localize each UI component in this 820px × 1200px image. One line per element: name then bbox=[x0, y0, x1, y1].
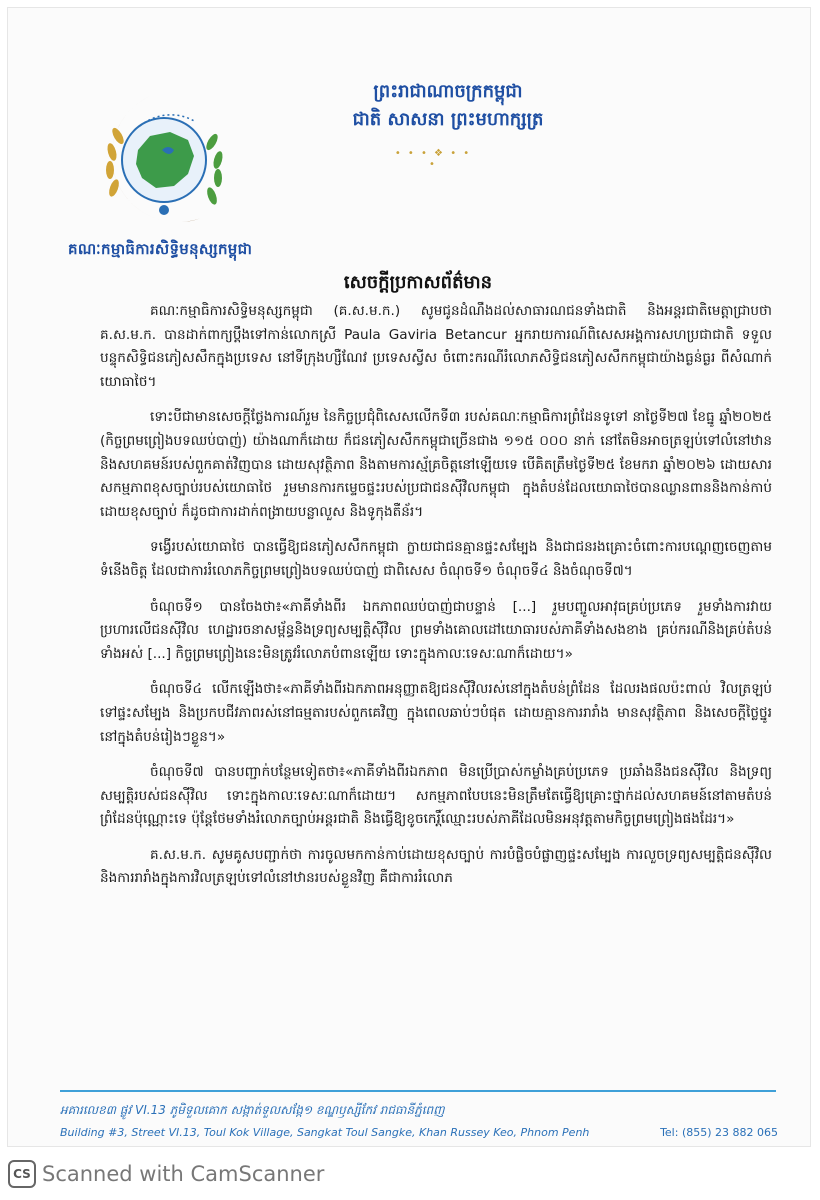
footer-divider bbox=[60, 1090, 776, 1092]
kingdom-motto bbox=[318, 78, 578, 134]
paragraph: ទោះបីជាមានសេចក្តីថ្លែងការណ៍រួម នៃកិច្ចប្រជុំពិសេសលើកទី៣ របស់គណៈកម្មាធិការព្រំដែនទូទៅ នាថ្ងៃទី២៧ ខែធ្នូ ឆ្នាំ២០២៥ (កិច្ចព្រមព្រៀងបទឈប់បាញ់) យ៉ាងណាក៏ដោយ ក៏ជនភៀសសឹកកម្ពុជាច្រើនជាង ១១៥ ០០០ នាក់ នៅតែមិនអាចត្រឡប់ទៅលំនៅឋាន និងសហគមន៍របស់ពួកគាត់វិញបាន ដោយសុវត្ថិភាព និងតាមការស្ម័គ្រចិត្តនៅឡើយទេ បើគិតត្រឹមថ្ងៃទី២៥ ខែមករា ឆ្នាំ២០២៦ ដោយសារសកម្មភាពខុសច្បាប់របស់យោធាថៃ រួមមានការកម្ទេចផ្ទះរបស់ប្រជាជនស៊ីវិលកម្ពុជា ក្នុងតំបន់ដែលយោធាថៃបានឈ្លានពាននិងកាន់កាប់ដោយខុសច្បាប់ ក៏ដូចជាការដាក់ពង្រាយបន្លាលួស និងទូកុងតឺន័រ។ bbox=[100, 409, 772, 520]
footer-address-khmer: អគារលេខ៣ ផ្លូវ VI.13 ភូមិទួលគោក សង្កាត់ទួលសង្កែ១ ខណ្ឌឫស្សីកែវ រាជធានីភ្នំពេញ bbox=[60, 1103, 445, 1117]
document-page bbox=[8, 8, 810, 1146]
footer-phone: Tel: (855) 23 882 065 bbox=[660, 1126, 778, 1139]
ornament-divider: • • • ❖ • • • bbox=[394, 148, 472, 170]
document-title: សេចក្តីប្រកាសព័ត៌មាន bbox=[343, 272, 493, 293]
paragraph: គណៈកម្មាធិការសិទ្ធិមនុស្សកម្ពុជា (គ.ស.ម.ក.) សូមជូនដំណឹងដល់សាធារណជនទាំងជាតិ និងអន្តរជាតិមេត្តាជ្រាបថា គ.ស.ម.ក. បានដាក់ពាក្យប្តឹងទៅកាន់លោកស្រី Paula Gaviria Betancur អ្នករាយការណ៍ពិសេសអង្គការសហប្រជាជាតិ ទទួលបន្ទុកសិទ្ធិជនភៀសសឹកក្នុងប្រទេស នៅទីក្រុងហ្សឺណែវ ប្រទេសស្វីស ចំពោះករណីរំលោភសិទ្ធិជនភៀសសឹកកម្ពុជាយ៉ាងធ្ងន់ធ្ងរ ពីសំណាក់យោធាថៃ។ bbox=[100, 303, 772, 390]
organization-logo bbox=[78, 88, 238, 238]
camscanner-logo-icon: CS bbox=[8, 1160, 36, 1188]
paragraph: គ.ស.ម.ក. សូមគូសបញ្ជាក់ថា ការចូលមកកាន់កាប់ដោយខុសច្បាប់ ការបំផ្លិចបំផ្លាញផ្ទះសម្បែង ការលួចទ្រព្យសម្បត្តិជនស៊ីវិល និងការរារាំងក្នុងការវិលត្រឡប់ទៅលំនៅឋានរបស់ខ្លួនវិញ គឺជាការរំលោភ bbox=[100, 846, 772, 887]
paragraph: ចំណុចទី១ បានចែងថា៖«ភាគីទាំងពីរ ឯកភាពឈប់បាញ់ជាបន្ទាន់ [...] រួមបញ្ចូលអាវុធគ្រប់ប្រភេទ រួមទាំងការវាយប្រហារលើជនស៊ីវិល ហេដ្ឋារចនាសម្ព័ន្ធនិងទ្រព្យសម្បត្តិស៊ីវិល ព្រមទាំងគោលដៅយោធារបស់ភាគីទាំងសងខាង គ្រប់ករណីនិងគ្រប់តំបន់ទាំងអស់ [...] កិច្ចព្រមព្រៀងនេះមិនត្រូវរំលោភបំពានឡើយ ទោះក្នុងកាលៈទេសៈណាក៏ដោយ។» bbox=[100, 598, 772, 662]
document-body bbox=[100, 300, 772, 1022]
kingdom-line-2: ជាតិ សាសនា ព្រះមហាក្សត្រ bbox=[352, 109, 544, 130]
organization-name: គណៈកម្មាធិការសិទ្ធិមនុស្សកម្ពុជា bbox=[68, 240, 253, 258]
footer-address-english: Building #3, Street VI.13, Toul Kok Village, Sangkat Toul Sangke, Khan Russey Keo, Phnom Penh bbox=[60, 1126, 590, 1139]
camscanner-text: Scanned with CamScanner bbox=[42, 1162, 325, 1186]
camscanner-watermark bbox=[8, 1158, 324, 1190]
paragraph: ទង្វើរបស់យោធាថៃ បានធ្វើឱ្យជនភៀសសឹកកម្ពុជា ក្លាយជាជនគ្មានផ្ទះសម្បែង និងជាជនរងគ្រោះចំពោះការបណ្តេញចេញតាមទំនើងចិត្ត ដែលជាការរំលោភកិច្ចព្រមព្រៀងបទឈប់បាញ់ ជាពិសេស ចំណុចទី១ ចំណុចទី៤ និងចំណុចទី៧។ bbox=[100, 539, 772, 579]
paragraph: ចំណុចទី៤ លើកឡើងថា៖«ភាគីទាំងពីរឯកភាពអនុញ្ញាតឱ្យជនស៊ីវិលរស់នៅក្នុងតំបន់ព្រំដែន ដែលរងផលប៉ះពាល់ វិលត្រឡប់ទៅផ្ទះសម្បែង និងប្រកបជីវភាពរស់នៅធម្មតារបស់ពួកគេវិញ ក្នុងពេលឆាប់ៗបំផុត ដោយគ្មានការរារាំង មានសុវត្ថិភាព និងសេចក្តីថ្លៃថ្នូរ នៅក្នុងតំបន់រៀងៗខ្លួន។» bbox=[100, 681, 772, 745]
paragraph: ចំណុចទី៧ បានបញ្ជាក់បន្ថែមទៀតថា៖«ភាគីទាំងពីរឯកភាព មិនប្រើប្រាស់កម្លាំងគ្រប់ប្រភេទ ប្រឆាំងនឹងជនស៊ីវិល និងទ្រព្យសម្បត្តិរបស់ជនស៊ីវិល ទោះក្នុងកាលៈទេសៈណាក៏ដោយ។ សកម្មភាពបែបនេះមិនត្រឹមតែធ្វើឱ្យគ្រោះថ្នាក់ដល់សហគមន៍នៅតាមតំបន់ព្រំដែនប៉ុណ្ណោះទេ ប៉ុន្តែថែមទាំងរំលោភច្បាប់អន្តរជាតិ និងធ្វើឱ្យខូចកេរ្តិ៍ឈ្មោះរបស់ភាគីដែលមិនអនុវត្តតាមកិច្ចព្រមព្រៀងផងដែរ។» bbox=[100, 764, 772, 828]
kingdom-line-1: ព្រះរាជាណាចក្រកម្ពុជា bbox=[373, 81, 523, 102]
